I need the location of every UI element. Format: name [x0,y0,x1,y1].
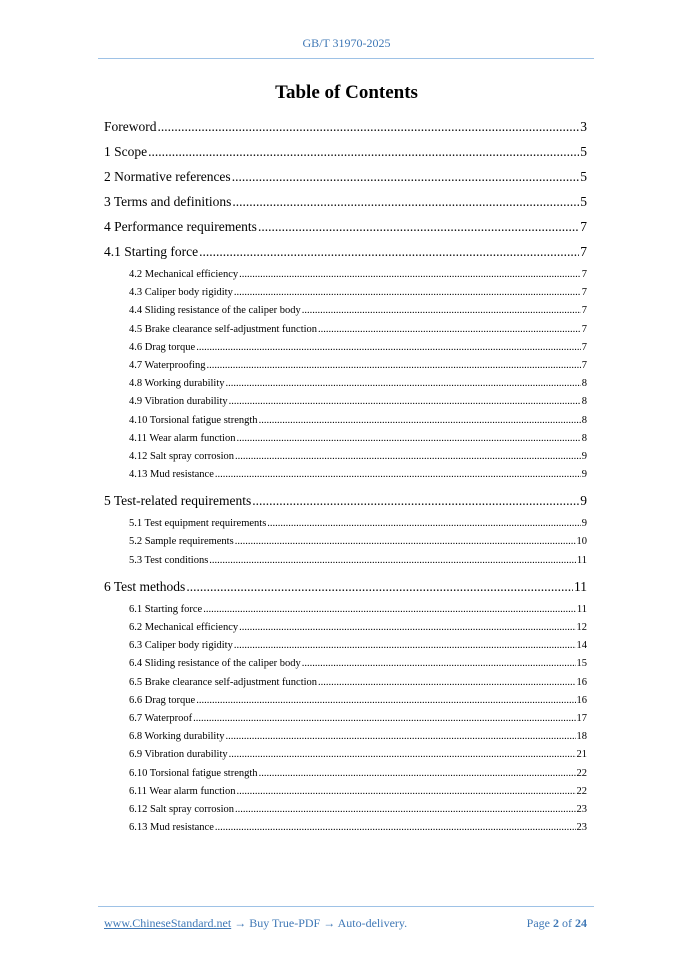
toc-entry-title: 2 Normative references [104,169,231,184]
toc-entry-page: 7 [581,341,587,353]
dot-leader [258,216,579,238]
page-current: 2 [553,916,559,930]
toc-entry-page: 15 [576,658,587,670]
toc-subentry[interactable] [104,466,587,484]
toc-entry-title: 4.2 Mechanical efficiency [129,269,239,280]
toc-entry-title: 5.3 Test conditions [129,554,209,566]
toc-entry-page: 5 [580,169,587,184]
toc-entry-title: 6.1 Starting force [129,603,203,615]
toc-subentry[interactable] [104,284,587,302]
toc-entry-page: 7 [581,269,587,280]
toc-entry-title: 4.11 Wear alarm function [129,432,236,444]
toc-entry-page: 10 [576,536,587,548]
dot-leader [215,466,581,484]
toc-entry-page: 11 [576,603,587,615]
toc-entry[interactable] [104,576,587,601]
page-of: of [562,916,572,930]
dot-leader [148,141,579,163]
toc-entry-title: 6.9 Vibration durability [129,749,228,761]
toc-entry[interactable] [104,216,587,241]
dot-leader [318,674,575,692]
toc-entry-page: 9 [581,518,587,530]
toc-subentry[interactable] [104,601,587,619]
dot-leader [229,393,581,411]
toc-entry-page: 7 [581,359,587,371]
toc-subentry[interactable] [104,746,587,764]
toc-entry-title: 4.7 Waterproofing [129,359,206,371]
dot-leader [207,357,581,375]
toc-subentry[interactable] [104,552,587,570]
toc-entry-page: 9 [581,450,587,462]
dot-leader [236,430,580,448]
header-divider [98,58,594,59]
page-prefix: Page [526,916,550,930]
toc-entry-page: 17 [576,712,587,724]
toc-subentry[interactable] [104,302,587,320]
toc-entry-title: 4.5 Brake clearance self-adjustment function [129,323,318,335]
footer-divider [98,906,594,907]
toc-subentry[interactable] [104,393,587,411]
toc-entry-page: 7 [580,219,587,234]
toc-entry-page: 7 [580,244,587,259]
toc-entry-page: 23 [576,803,587,815]
toc-entry-title: 6.5 Brake clearance self-adjustment function [129,676,318,688]
toc-entry-title: 4.12 Salt spray corrosion [129,450,234,462]
toc-entry-page: 21 [576,749,587,761]
toc-entry-page: 8 [581,414,587,426]
toc-entry-page: 3 [580,119,587,134]
toc-subentry[interactable] [104,692,587,710]
toc-entry-page: 16 [576,676,587,688]
toc-entry-page: 9 [580,493,587,509]
dot-leader [196,692,575,710]
toc-subentry[interactable] [104,710,587,728]
toc-entry[interactable] [104,141,587,166]
page-indicator [527,916,587,931]
toc-entry-title: 6.11 Wear alarm function [129,785,236,797]
toc-entry-title: 6.8 Working durability [129,731,225,743]
toc-entry-title: 6.13 Mud resistance [129,822,214,834]
dot-leader [259,412,581,430]
toc-entry[interactable] [104,191,587,216]
dot-leader [239,619,575,637]
dot-leader [236,783,575,801]
document-code-header: GB/T 31970-2025 [302,36,391,50]
toc-entry-page: 7 [581,287,587,299]
toc-entry-page: 8 [581,432,587,444]
toc-entry-page: 9 [581,469,587,481]
dot-leader [196,339,581,357]
toc-subentry[interactable] [104,619,587,637]
dot-leader [235,448,581,466]
toc-subentry[interactable] [104,412,587,430]
dot-leader [209,552,576,570]
toc-entry-page: 11 [574,578,587,594]
toc-entry-title: 6.10 Torsional fatigue strength [129,767,258,779]
toc-entry[interactable] [104,490,587,515]
toc-entry-title: 4.6 Drag torque [129,341,196,353]
toc-entry[interactable] [104,166,587,191]
dot-leader [226,728,576,746]
toc-entry-page: 18 [576,731,587,743]
toc-entry-title: Foreword [104,119,157,134]
toc-entry-title: 6.3 Caliper body rigidity [129,640,233,652]
toc-subentry[interactable] [104,357,587,375]
toc-entry-title: 6.2 Mechanical efficiency [129,622,239,633]
toc-entry-title: 4.8 Working durability [129,378,225,390]
toc-entry-title: 6.7 Waterproof [129,712,193,724]
toc-entry-page: 12 [576,622,587,633]
dot-leader [199,241,579,263]
arrow-right-icon: → [323,916,336,930]
toc-entry-page: 23 [576,822,587,834]
dot-leader [158,116,580,138]
toc-entry[interactable] [104,116,587,141]
dot-leader [318,321,581,339]
dot-leader [229,746,576,764]
toc-subentry[interactable] [104,515,587,533]
toc-entry-title: 1 Scope [104,144,148,159]
toc-subentry[interactable] [104,266,587,284]
toc-entry-title: 4.13 Mud resistance [129,469,214,481]
toc-subentry[interactable] [104,637,587,655]
toc-subentry[interactable] [104,448,587,466]
toc-subentry[interactable] [104,728,587,746]
toc-subentry[interactable] [104,819,587,837]
page-title: Table of Contents [275,82,418,103]
toc-entry-title: 5.1 Test equipment requirements [129,518,267,530]
toc-entry-page: 22 [576,785,587,797]
dot-leader [232,191,579,213]
dot-leader [235,533,576,551]
dot-leader [215,819,576,837]
dot-leader [267,515,580,533]
toc-entry-title: 5.2 Sample requirements [129,536,234,548]
dot-leader [234,637,576,655]
dot-leader [193,710,575,728]
toc-entry-page: 8 [581,378,587,390]
toc-entry-page: 7 [581,323,587,335]
dot-leader [226,375,581,393]
toc-entry-page: 22 [576,767,587,779]
toc-subentry[interactable] [104,674,587,692]
toc-entry-title: 4.9 Vibration durability [129,396,228,408]
toc-subentry[interactable] [104,765,587,783]
buy-true-pdf-link[interactable]: Buy True-PDF [249,916,321,930]
table-of-contents [104,116,587,837]
dot-leader [234,284,581,302]
toc-entry-page: 16 [576,694,587,706]
dot-leader [186,576,573,598]
dot-leader [239,266,581,284]
dot-leader [232,166,580,188]
toc-entry-title: 4.3 Caliper body rigidity [129,287,233,299]
footer-left [104,916,407,931]
dot-leader [235,801,576,819]
toc-entry-title: 5 Test-related requirements [104,493,252,509]
toc-subentry[interactable] [104,655,587,673]
toc-entry-title: 6.6 Drag torque [129,694,196,706]
dot-leader [302,302,581,320]
toc-entry-page: 5 [580,194,587,209]
auto-delivery-text: Auto-delivery. [337,916,408,930]
dot-leader [259,765,576,783]
toc-subentry[interactable] [104,801,587,819]
toc-entry[interactable] [104,241,587,266]
toc-subentry[interactable] [104,430,587,448]
arrow-right-icon: → [234,916,247,930]
toc-entry-page: 8 [581,396,587,408]
dot-leader [252,490,579,512]
toc-entry-title: 4.1 Starting force [104,244,199,259]
toc-subentry[interactable] [104,339,587,357]
toc-entry-page: 11 [576,554,587,566]
toc-entry-title: 3 Terms and definitions [104,194,232,209]
page-total: 24 [575,916,587,930]
toc-entry-page: 5 [580,144,587,159]
toc-entry-page: 14 [576,640,587,652]
footer [104,916,587,931]
toc-entry-title: 6.4 Sliding resistance of the caliper body [129,658,301,670]
toc-entry-title: 6 Test methods [104,578,186,594]
toc-subentry[interactable] [104,375,587,393]
dot-leader [203,601,576,619]
toc-subentry[interactable] [104,783,587,801]
toc-entry-title: 4 Performance requirements [104,219,257,234]
dot-leader [302,655,576,673]
toc-entry-title: 4.10 Torsional fatigue strength [129,414,258,426]
toc-entry-page: 7 [581,305,587,317]
website-link[interactable]: www.ChineseStandard.net [104,916,232,930]
toc-subentry[interactable] [104,321,587,339]
toc-entry-title: 6.12 Salt spray corrosion [129,803,234,815]
toc-subentry[interactable] [104,533,587,551]
toc-entry-title: 4.4 Sliding resistance of the caliper body [129,305,301,317]
